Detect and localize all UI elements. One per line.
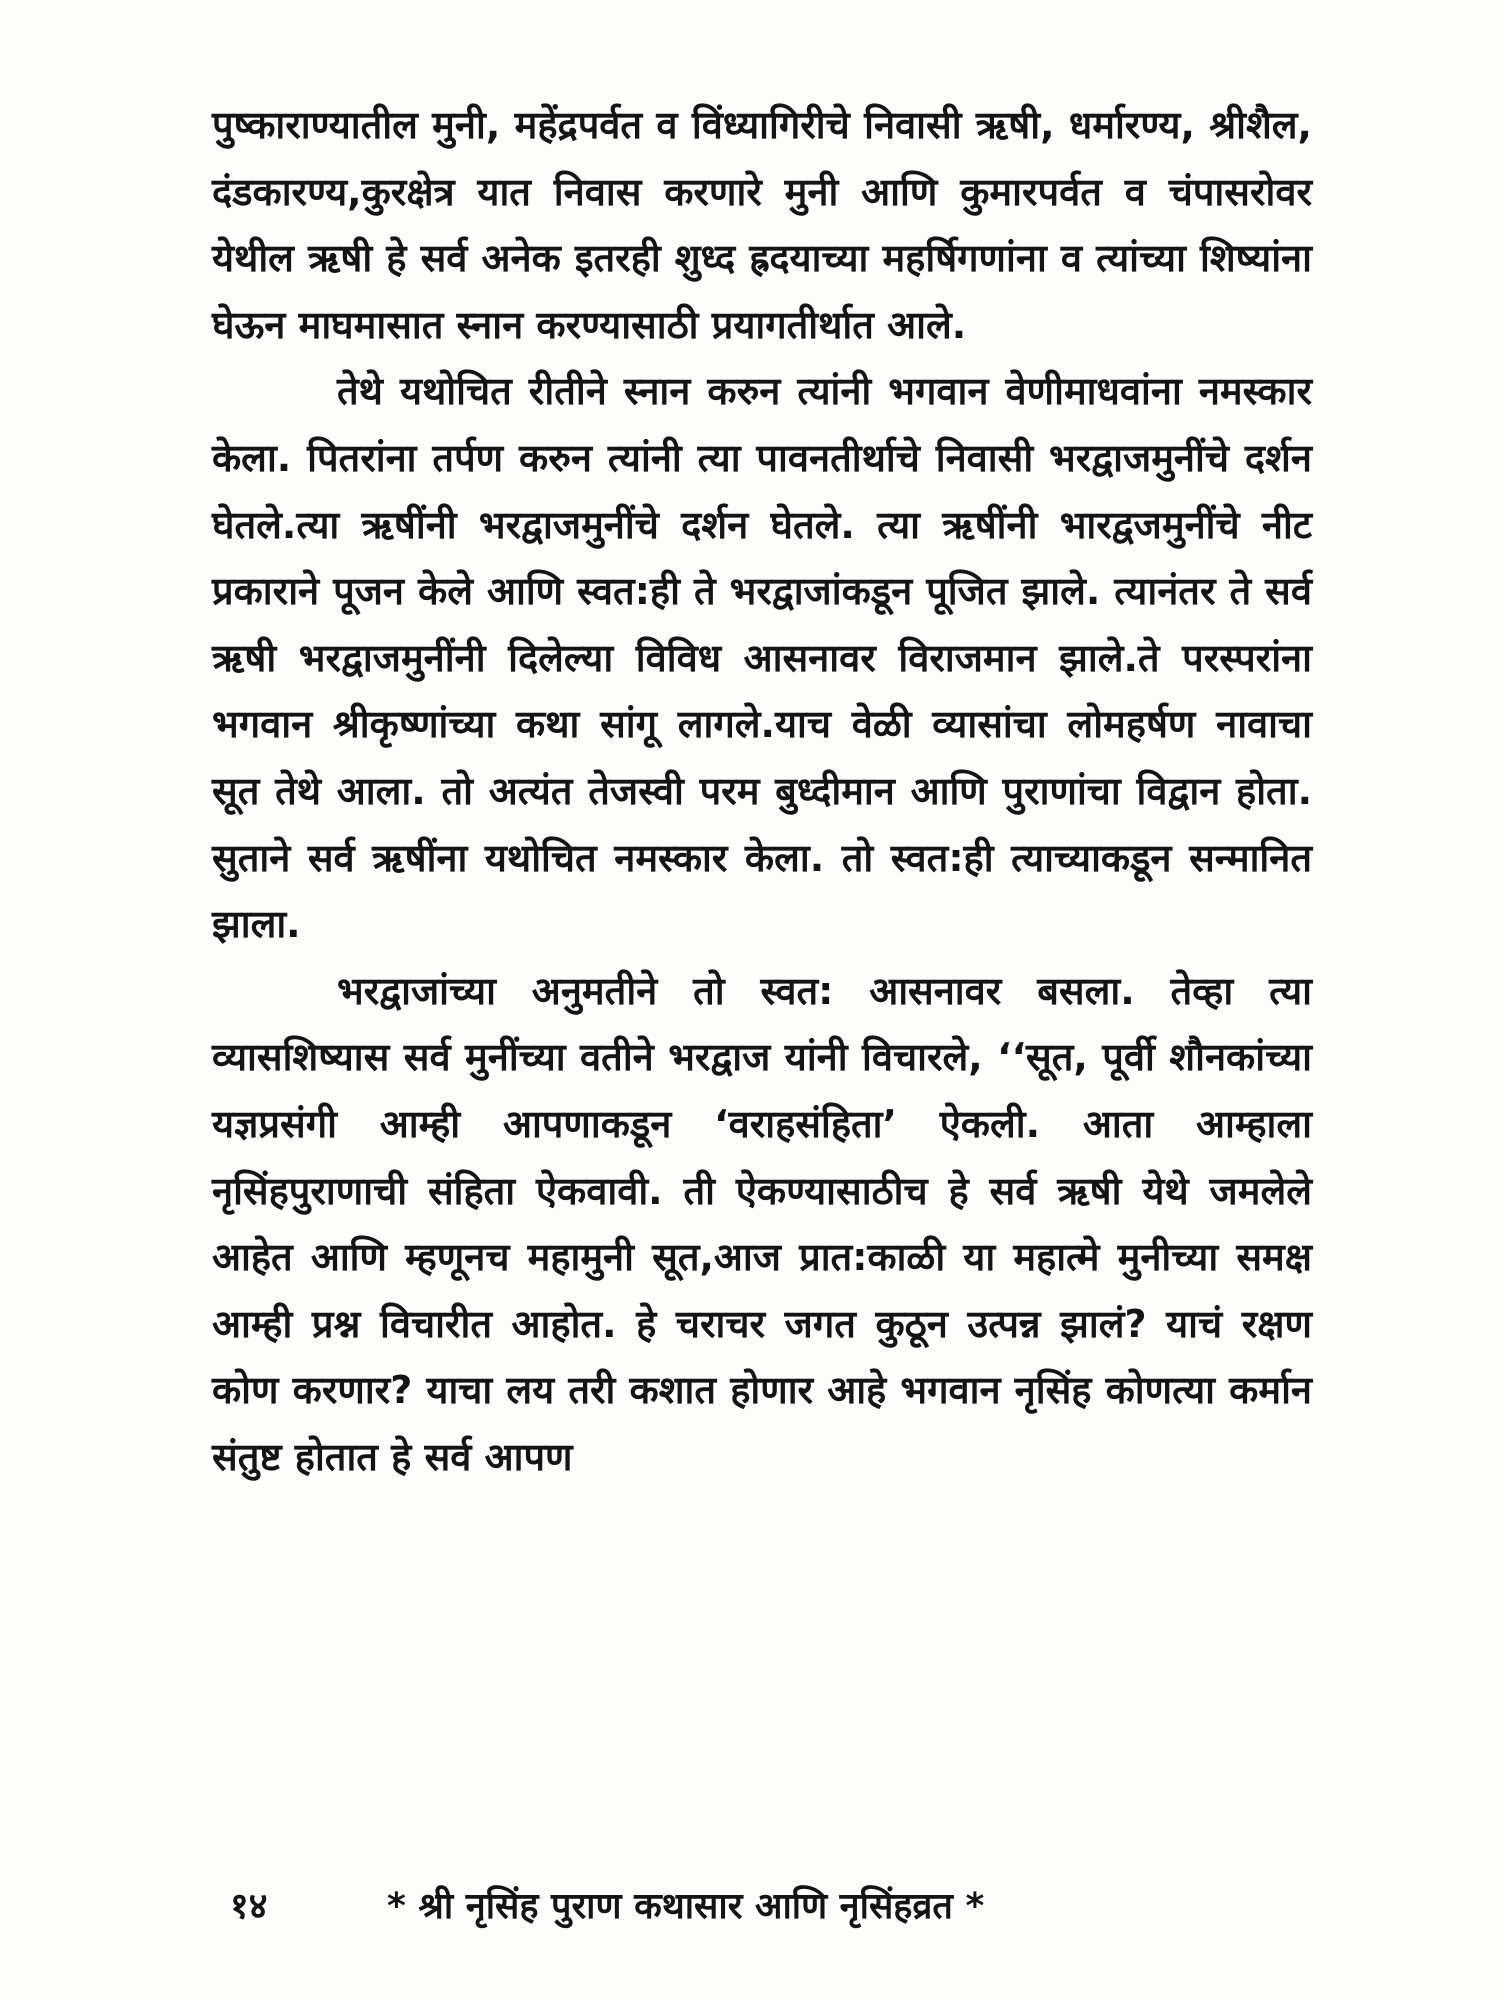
page-body — [212, 92, 1312, 1490]
paragraph-3: भरद्वाजांच्या अनुमतीने तो स्वत: आसनावर बसला. तेव्हा त्या व्यासशिष्यास सर्व मुनींच्या वतीने भरद्वाज यांनी विचारले, ‘‘सूत, पूर्वी शौनकांच्या यज्ञप्रसंगी आम्ही आपणाकडून ‘वराहसंहिता’ ऐकली. आता आम्हाला नृसिंहपुराणाची संहिता ऐकवावी. ती ऐकण्यासाठीच हे सर्व ऋषी येथे जमलेले आहेत आणि म्हणूनच महामुनी सूत,आज प्रात:काळी या महात्मे मुनीच्या समक्ष आम्ही प्रश्न विचारीत आहोत. हे चराचर जगत कुठून उत्पन्न झालं? याचं रक्षण कोण करणार? याचा लय तरी कशात होणार आहे भगवान नृसिंह कोणत्या कर्मान संतुष्ट होतात हे सर्व आपण — [212, 968, 1312, 1479]
paragraph-2: तेथे यथोचित रीतीने स्नान करुन त्यांनी भगवान वेणीमाधवांना नमस्कार केला. पितरांना तर्पण करुन त्यांनी त्या पावनतीर्थाचे निवासी भरद्वाजमुनींचे दर्शन घेतले.त्या ऋषींनी भरद्वाजमुनींचे दर्शन घेतले. त्या ऋषींनी भारद्वजमुनींचे नीट प्रकाराने पूजन केले आणि स्वत:ही ते भरद्वाजांकडून पूजित झाले. त्यानंतर ते सर्व ऋषी भरद्वाजमुनींनी दिलेल्या विविध आसनावर विराजमान झाले.ते परस्परांना भगवान श्रीकृष्णांच्या कथा सांगू लागले.याच वेळी व्यासांचा लोमहर्षण नावाचा सूत तेथे आला. तो अत्यंत तेजस्वी परम बुध्दीमान आणि पुराणांचा विद्वान होता. सुताने सर्व ऋषींना यथोचित नमस्कार केला. तो स्वत:ही त्याच्याकडून सन्मानित झाला. — [212, 369, 1312, 947]
paragraph-1: पुष्काराण्यातील मुनी, महेंद्रपर्वत व विंध्यागिरीचे निवासी ऋषी, धर्मारण्य, श्रीशैल, दंडकारण्य,कुरक्षेत्र यात निवास करणारे मुनी आणि कुमारपर्वत व चंपासरोवर येथील ऋषी हे सर्व अनेक इतरही शुध्द ह्रदयाच्या महर्षिगणांना व त्यांच्या शिष्यांना घेऊन माघमासात स्नान करण्यासाठी प्रयागतीर्थात आले. — [212, 103, 1312, 347]
page-number: १४ — [230, 1886, 268, 1927]
book-title-text: श्री नृसिंह पुराण कथासार आणि नृसिंहव्रत — [418, 1886, 953, 1927]
star-ornament-left: * — [387, 1886, 406, 1927]
page-footer — [212, 1880, 1312, 1940]
running-title — [387, 1880, 984, 1929]
star-ornament-right: * — [965, 1886, 985, 1927]
